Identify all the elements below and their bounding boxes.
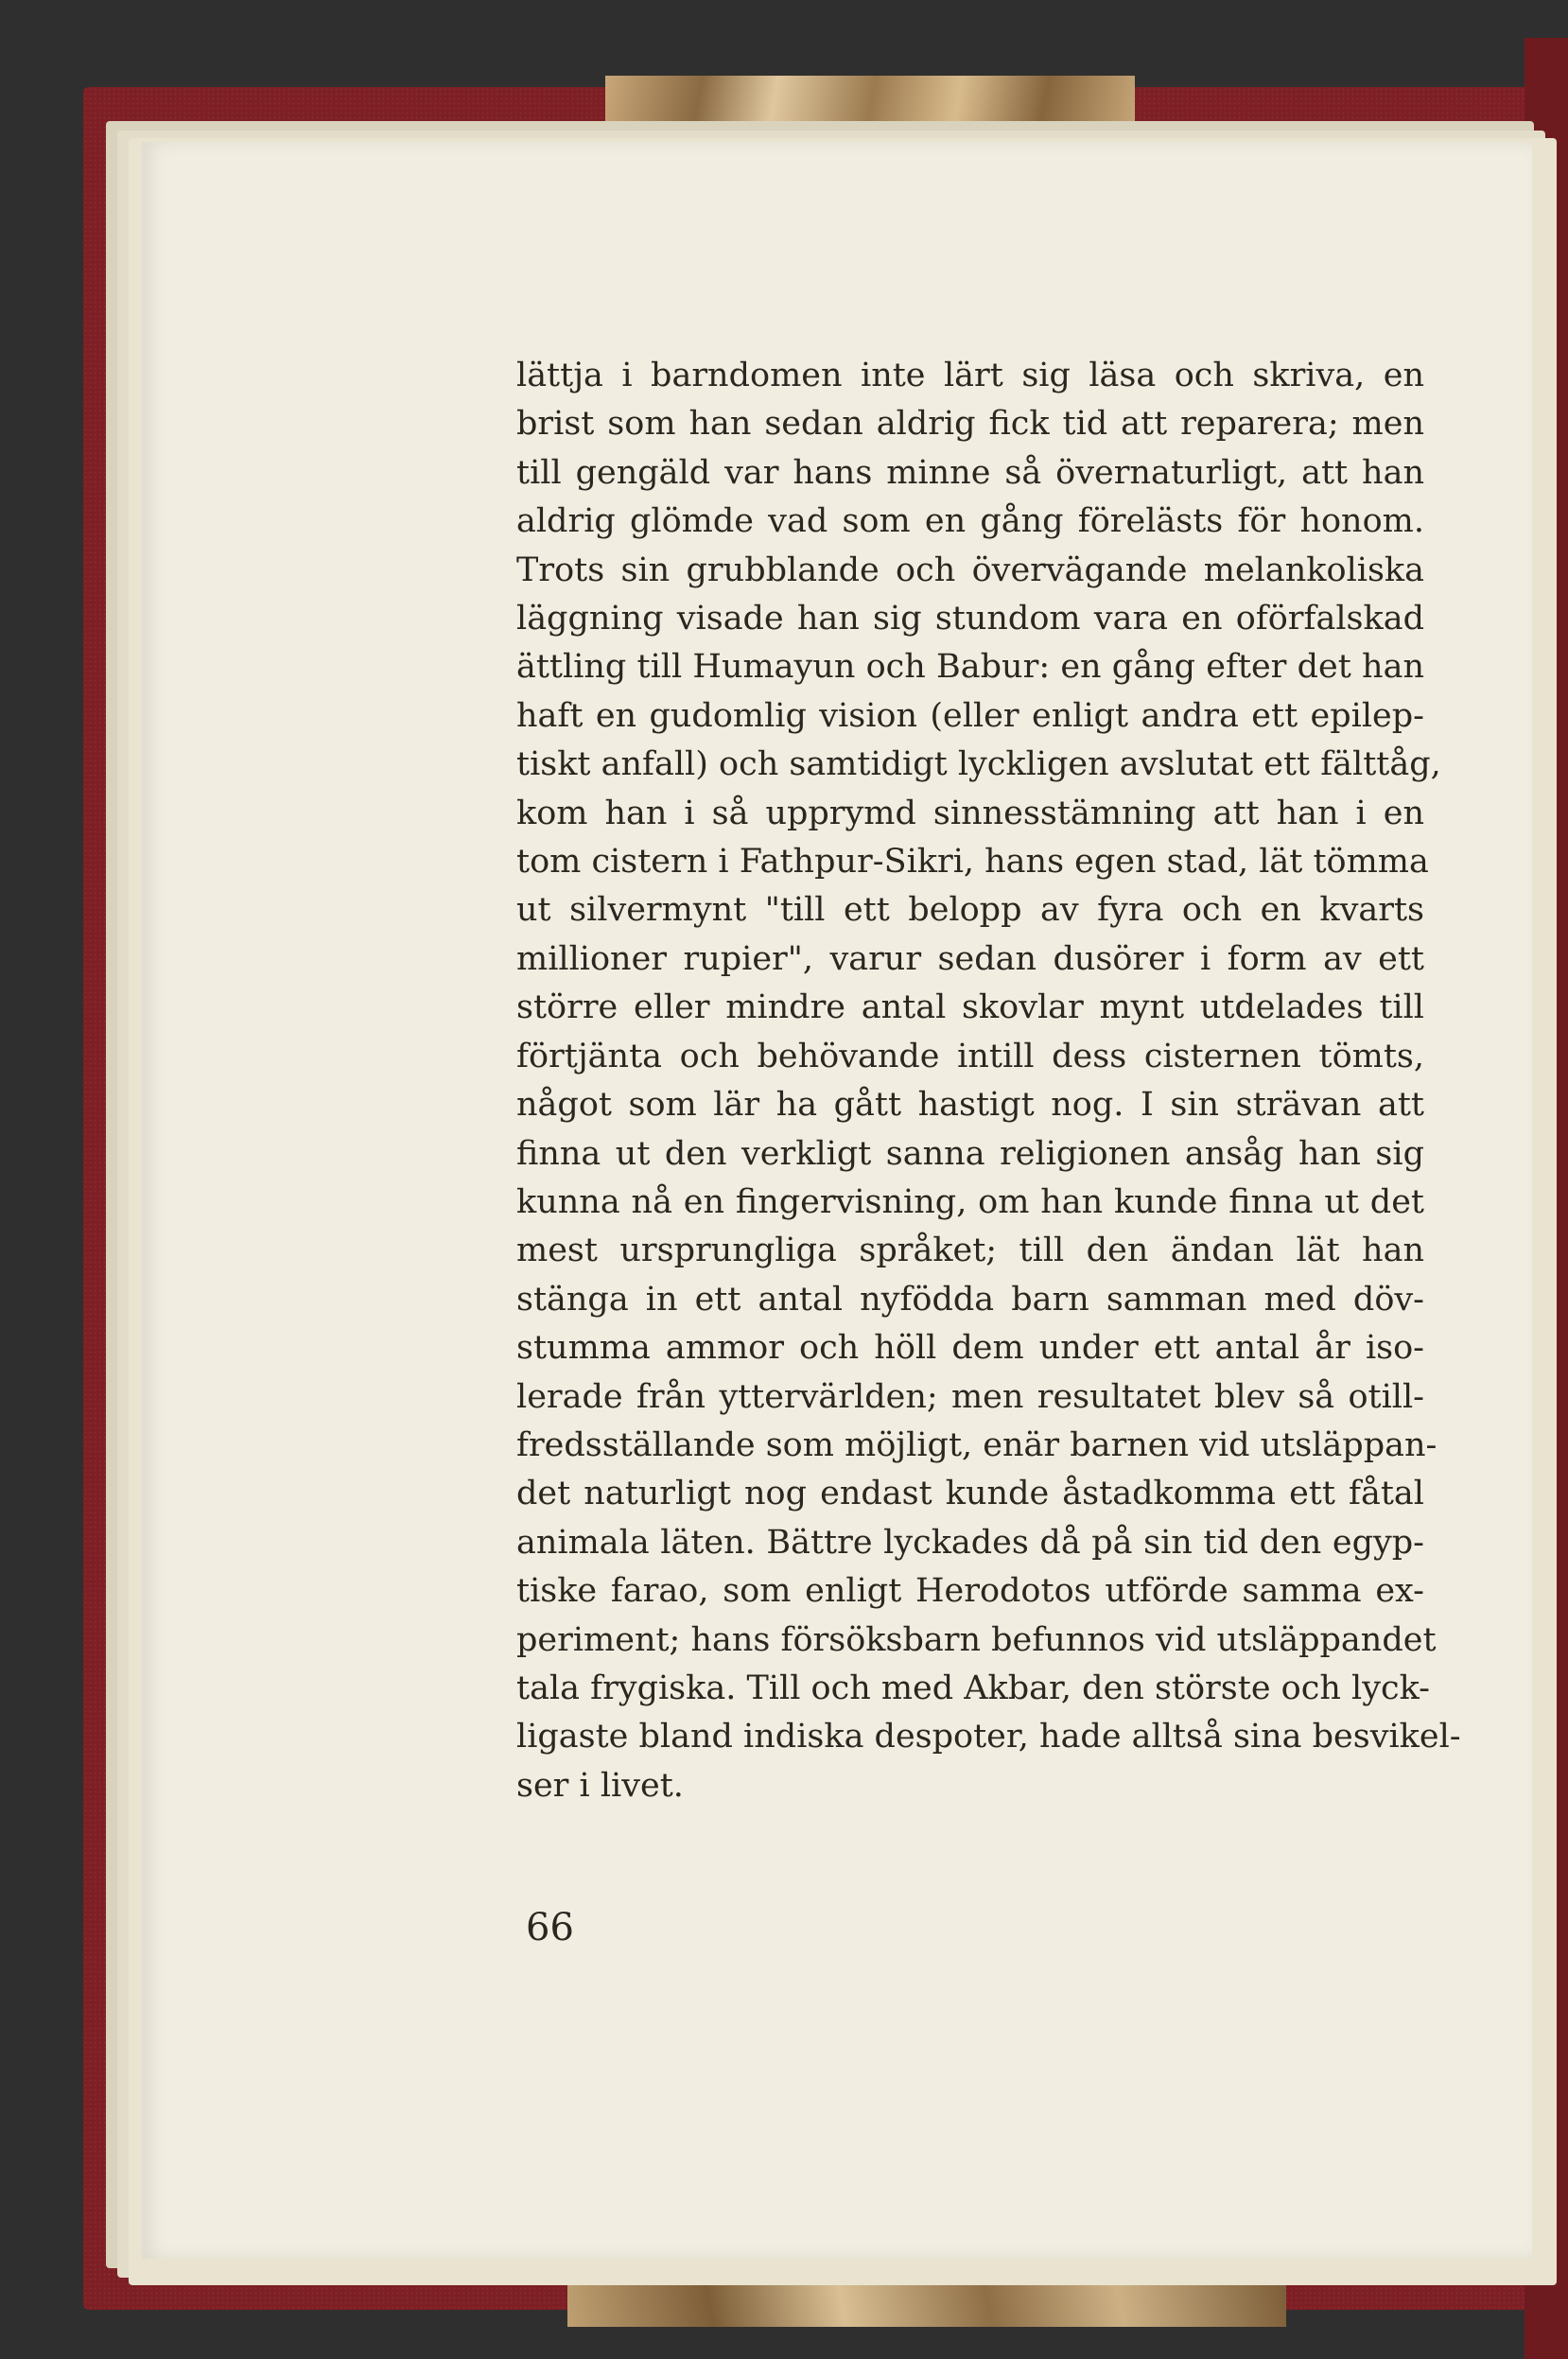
text-line: ligaste bland indiska despoter, hade alltså sina besvikel- [516,1718,1461,1756]
text-line: stänga in ett antal nyfödda barn samman med döv- [516,1280,1424,1319]
text-line: lerade från yttervärlden; men resultatet blev så otill- [516,1377,1424,1416]
text-line: aldrig glömde vad som en gång förelästs för honom. [516,502,1424,541]
text-line: lättja i barndomen inte lärt sig läsa och skriva, en [516,357,1424,394]
text-line: till gengäld var hans minne så övernaturligt, att han [516,453,1424,492]
text-line: finna ut den verkligt sanna religionen ansåg han sig [516,1134,1424,1173]
text-line: stumma ammor och höll dem under ett antal år iso- [516,1329,1424,1368]
body-text [516,352,1461,1810]
text-line: animala läten. Bättre lyckades då på sin tid den egyp- [516,1523,1424,1562]
text-line: haft en gudomlig vision (eller enligt andra ett epilep- [516,696,1424,735]
text-line: fredsställande som möjligt, enär barnen vid utsläppan- [516,1425,1437,1464]
text-line: det naturligt nog endast kunde åstadkomma ett fåtal [516,1475,1424,1513]
text-line: mest ursprungliga språket; till den ändan lät han [516,1232,1424,1270]
text-line: ättling till Humayun och Babur: en gång efter det han [516,648,1424,687]
text-line: Trots sin grubblande och övervägande melankoliska [516,550,1424,589]
text-line: ut silvermynt "till ett belopp av fyra och en kvarts [516,891,1424,930]
text-line: tiskt anfall) och samtidigt lyckligen avslutat ett fälttåg, [516,745,1441,784]
text-line: förtjänta och behövande intill dess cisternen tömts, [516,1037,1424,1075]
text-line: brist som han sedan aldrig fick tid att reparera; men [516,405,1424,444]
text-line: millioner rupier", varur sedan dusörer i form av ett [516,939,1424,978]
text-line: något som lär ha gått hastigt nog. I sin strävan att [516,1086,1424,1125]
text-line: kunna nå en fingervisning, om han kunde finna ut det [516,1182,1424,1221]
text-line: tiske farao, som enligt Herodotos utförde samma ex- [516,1572,1424,1611]
text-line: större eller mindre antal skovlar mynt utdelades till [516,988,1424,1027]
text-line: ser i livet. [516,1766,684,1805]
text-line: kom han i så upprymd sinnesstämning att han i en [516,794,1424,832]
text-line: tala frygiska. Till och med Akbar, den störste och lyck- [516,1669,1430,1707]
text-line: periment; hans försöksbarn befunnos vid utsläppandet [516,1620,1437,1659]
text-line: tom cistern i Fathpur-Sikri, hans egen stad, lät tömma [516,843,1429,882]
text-line: läggning visade han sig stundom vara en oförfalskad [516,600,1424,638]
page-number: 66 [526,1906,574,1949]
